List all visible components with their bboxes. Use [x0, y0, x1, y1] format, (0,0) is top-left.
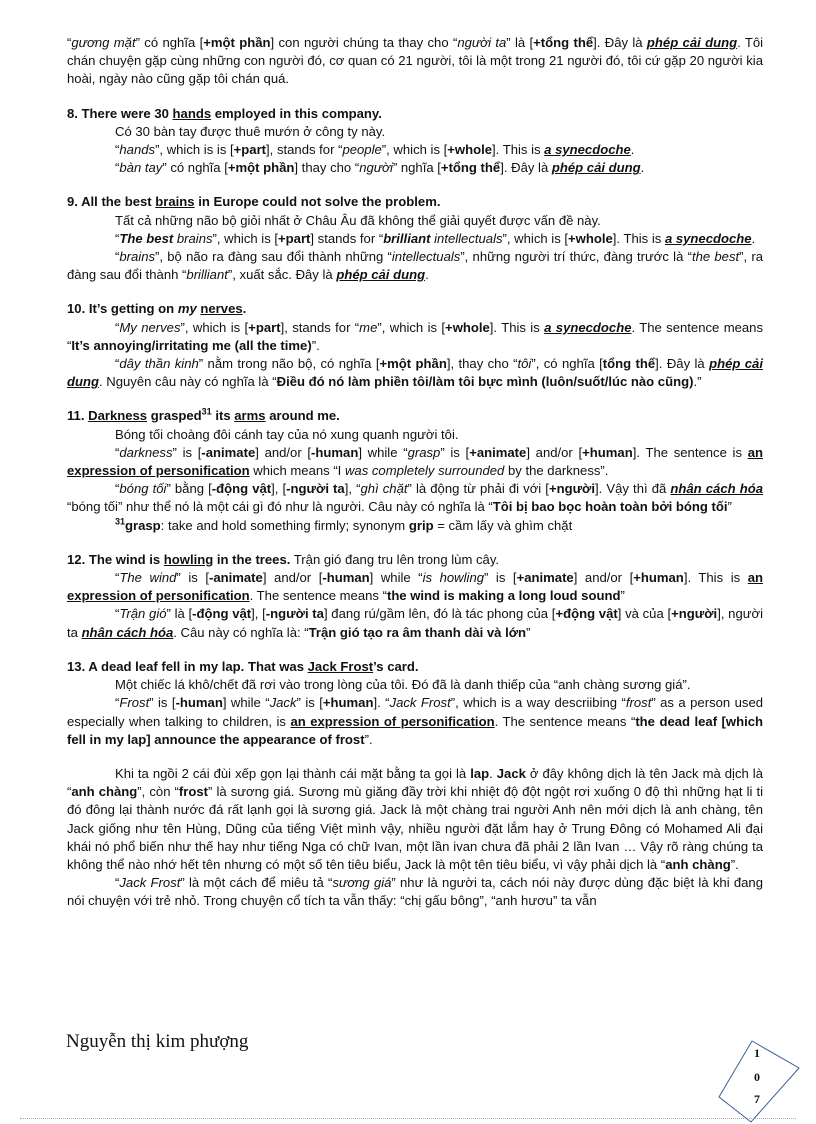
section-8-vietnamese: “bàn tay” có nghĩa [+một phần] thay cho “người” nghĩa [+tổng thể]. Đây là phép cải dung.: [115, 160, 645, 176]
section-10-heading: 10. It’s getting on my nerves.: [67, 301, 247, 317]
section-11-vietnamese: “bóng tối” bằng [-động vật], [-người ta], “ghì chặt” là động từ phải đi với [+người]. Vậy thì đã nhân cách hóa “bóng tối” như thể nó là một cái gì đó như là người. Câu này có nghĩa là “Tôi bị bao bọc hoàn toàn bởi bóng tối”: [67, 481, 763, 515]
section-13-english: “Frost” is [-human] while “Jack” is [+human]. “Jack Frost”, which is a way descriibing “frost” as a person used especially when talking to children, is an expression of personification. The sentence means “the dead leaf [which fell in my lap] announce the appearance of frost”.: [67, 695, 764, 747]
section-12-vietnamese: “Trận gió” là [-động vật], [-người ta] đang rú/gầm lên, đó là tác phong của [+động vật] và của [+người], người ta nhân cách hóa. Câu này có nghĩa là: “Trận gió tạo ra âm thanh dài và lớn”: [67, 606, 764, 640]
footer-author: Nguyễn thị kim phượng: [66, 1031, 249, 1052]
section-11-heading: 11. Darkness grasped$^{31}$ its arms around me.: [67, 407, 340, 424]
section-9-vietnamese: “brains”, bộ não ra đàng sau đổi thành những “intellectuals”, những người trí thức, đàng trước là “the best”, ra đàng sau đổi thành “brilliant”, xuất sắc. Đây là phép cải dung.: [67, 249, 764, 283]
section-8-translation: Có 30 bàn tay được thuê mướn ở công ty này.: [115, 123, 386, 139]
section-9-english: “The best brains”, which is [+part] stands for “brilliant intellectuals”, which is [+whole]. This is a synecdoche.: [115, 230, 756, 246]
section-11-english: “darkness” is [-animate] and/or [-human] while “grasp” is [+animate] and/or [+human]. The sentence is an expression of personification which means “I was completely surrounded by the darkness”.: [67, 444, 763, 479]
footer-divider: [20, 1118, 796, 1119]
closing-paragraph-1: Khi ta ngồi 2 cái đùi xếp gọn lại thành cái mặt bằng ta gọi là lap. Jack ở đây không dịch là tên Jack mà dịch là “anh chàng”, còn “frost” là sương giá. Sương mù giăng đầy trời khi nhiệt độ đột ngột rơi xuống 0 độ thì những hạt li ti đó đông lại thành nước đá rất lạnh gọi là sương giá. Jack là một chàng trai người Anh nên mới dịch là anh chàng, tên Jack giống như tên Hùng, Dũng của tiếng Việt mình vậy, nhiều người đặt lắm hay ở Trung Đông có Mohamed Ali đại khái nó phổ biến như thế hay như tiếng Nga có chữ Ivan, một lần ivan chưa đã phải 2 lần Ivan … Vậy rõ ràng chúng ta không thể nào nhớ hết tên nhưng có một số tên tiêu biểu, Jack là một tên tiêu biểu, vì vậy phải dịch là “anh chàng”.: [67, 765, 764, 872]
closing-paragraph-2: “Jack Frost” là một cách để miêu tả “sương giá” như là người ta, cách nói này được dùng đặc biệt là khi đang nói chuyện với trẻ nhỏ. Trong chuyện cổ tích ta vẫn thấy: “chị gấu bông”, “anh hươu” ta vẫn: [67, 875, 763, 909]
section-9-heading: 9. All the best brains in Europe could not solve the problem.: [67, 194, 441, 210]
page-number-digit-2: 0: [754, 1070, 760, 1084]
section-11-footnote: $^{31}$grasp: take and hold something firmly; synonym grip = cầm lấy và ghìm chặt: [115, 516, 573, 533]
section-13-translation: Một chiếc lá khô/chết đã rơi vào trong lòng của tôi. Đó đã là danh thiếp của “anh chàng sương giá”.: [115, 677, 691, 693]
section-8-heading: 8. There were 30 hands employed in this company.: [67, 105, 382, 121]
document-body: [67, 34, 763, 911]
section-9-translation: Tất cả những não bộ giỏi nhất ở Châu Âu đã không thể giải quyết được vấn đề này.: [115, 212, 601, 228]
intro-paragraph: “gương mặt” có nghĩa [+một phần] con người chúng ta thay cho “người ta” là [+tổng thể]. Đây là phép cải dung. Tôi chán chuyện gặp cùng những con người đó, cơ quan có 21 người, tôi là một trong 21 người đó, tôi cứ gặp 20 người kia hoài, ngày nào cũng gặp tôi chán quá.: [67, 35, 764, 87]
page-number-digit-3: 7: [754, 1092, 760, 1106]
page-number-badge: [718, 1040, 800, 1124]
page-number-digit-1: 1: [754, 1046, 760, 1060]
section-11-translation: Bóng tối choàng đôi cánh tay của nó xung quanh người tôi.: [115, 426, 459, 442]
section-8-english: “hands”, which is is [+part], stands for “people”, which is [+whole]. This is a synecdoche.: [115, 142, 635, 158]
section-10-english: “My nerves”, which is [+part], stands for “me”, which is [+whole]. This is a synecdoche. The sentence means “It’s annoying/irritating me (all the time)”.: [67, 319, 763, 353]
section-10-vietnamese: “dây thần kinh” nằm trong não bộ, có nghĩa [+một phần], thay cho “tôi”, có nghĩa [tổng thể]. Đây là phép cải dung. Nguyên câu này có nghĩa là “Điều đó nó làm phiền tôi/làm tôi bực mình (luôn/suốt/lúc nào cũng).”: [67, 356, 763, 390]
section-12-heading: 12. The wind is howling in the trees. Trận gió đang tru lên trong lùm cây.: [67, 551, 500, 567]
section-13-heading: 13. A dead leaf fell in my lap. That was Jack Frost’s card.: [67, 658, 419, 674]
section-12-english: “The wind” is [-animate] and/or [-human] while “is howling” is [+animate] and/or [+human]. This is an expression of personification. The sentence means “the wind is making a long loud sound”: [67, 570, 763, 604]
